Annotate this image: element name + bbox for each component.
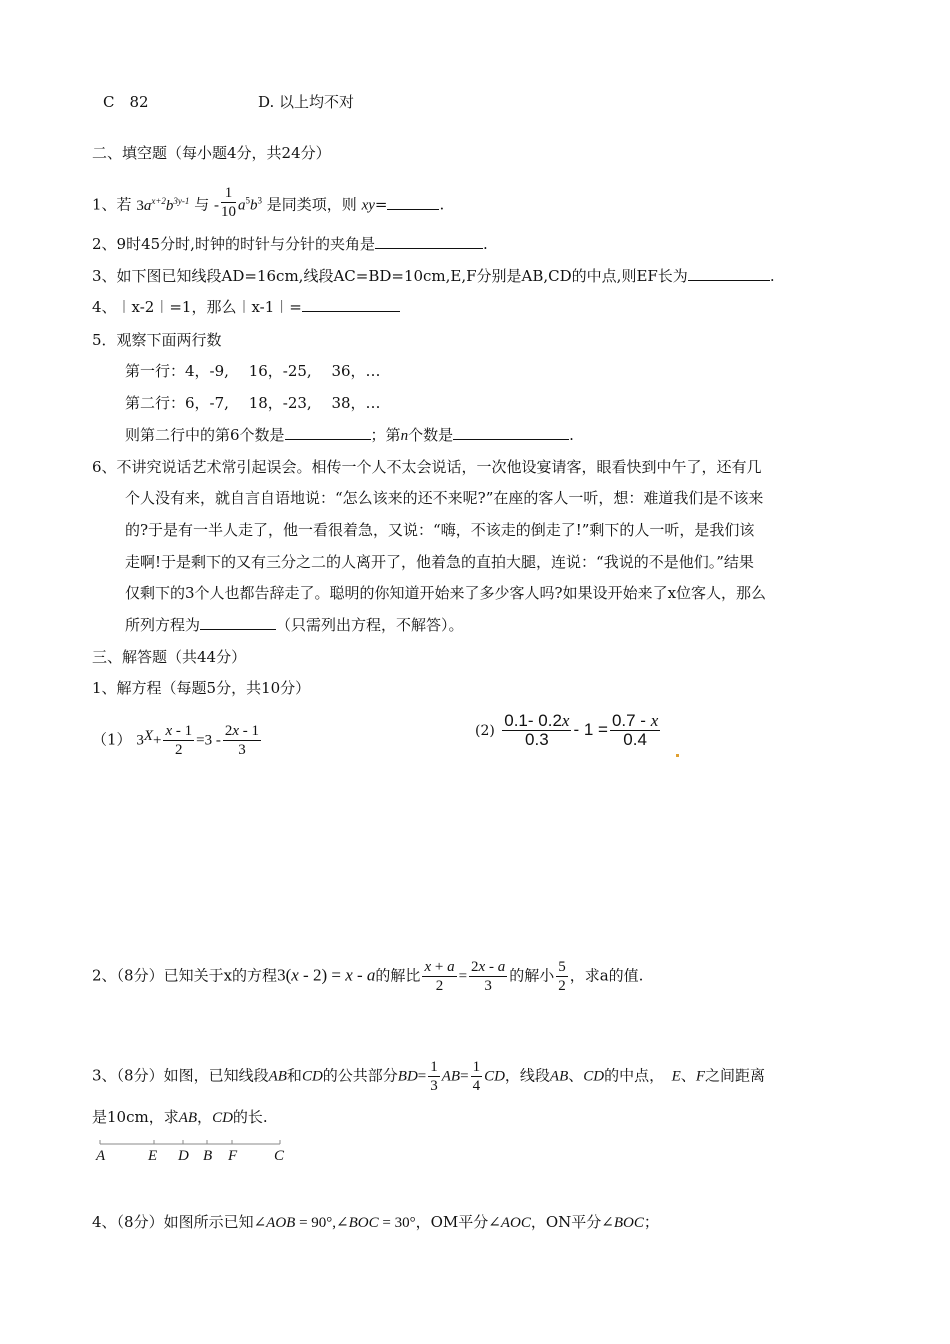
- q3-line2-c: 的长.: [232, 1108, 268, 1126]
- q4-a: 4、（8分）如图所示已知: [92, 1213, 254, 1231]
- q2-b: 的解比: [375, 966, 421, 985]
- solve-q3-line-1: 3、（8分）如图，已知线段AB和CD的公共部分BD= $\frac{1}{3}$ AB= $\frac{1}{4}$ CD，线段AB、CD的中点， E、F之间距离: [92, 1059, 765, 1094]
- q6-line-3: 的?于是有一半人走了，他一看很着急，又说：“嗨，不该走的倒走了!”剩下的人一听，是我们该: [125, 521, 755, 539]
- stray-dot: [676, 754, 679, 757]
- q4-text: 4、︱x-2︱=1，那么︱x-1︱=: [92, 298, 302, 316]
- option-d: D. 以上均不对: [258, 93, 355, 111]
- q4-blank[interactable]: [302, 297, 400, 312]
- solve-q3-line-2: 是10cm，求AB，CD的长.: [92, 1108, 268, 1126]
- eq1-label: （1）: [92, 730, 132, 749]
- q2-a: 2、（8分）已知关于x的方程: [92, 966, 278, 985]
- q1-var: xy: [361, 197, 375, 214]
- q1-pre: 1、若: [92, 195, 132, 214]
- label-b: B: [203, 1148, 213, 1164]
- q3-b: 和: [286, 1066, 302, 1085]
- fill-q2: 2、9时45分时,时钟的时针与分针的夹角是 .: [92, 235, 488, 253]
- q3-f: 的中点，: [604, 1066, 672, 1085]
- q4-d: ；: [643, 1213, 659, 1231]
- section-3-title: 三、解答题（共44分）: [92, 648, 247, 666]
- q6-line-5: 仅剩下的3个人也都告辞走了。聪明的你知道开始来了多少客人吗?如果设开始来了x位客人，那么: [125, 584, 767, 602]
- q3-text: 3、如下图已知线段AD=16cm,线段AC=BD=10cm,E,F分别是AB,CD的中点,则EF长为: [92, 267, 688, 285]
- q6-line-6: [125, 615, 464, 635]
- q3-e: 、: [568, 1066, 584, 1085]
- option-c: C 82: [103, 93, 149, 111]
- q5-n: n: [400, 428, 409, 444]
- label-c: C: [274, 1148, 285, 1164]
- q3-line2-a: 是10cm，求: [92, 1108, 179, 1126]
- q3-d: ，线段: [504, 1066, 550, 1085]
- fill-q1: 1、若 $3a^{x+2}b^{3y-1}$ 与 - $\frac{1}{10}$ $a^5b^3$ 是同类项，则 xy= .: [92, 185, 445, 220]
- eq2-label: (2): [475, 723, 495, 739]
- q5-row1: 第一行：4，-9, 16，-25, 36，…: [125, 362, 381, 380]
- q3-c: 的公共部分: [322, 1066, 398, 1085]
- fill-q4: [92, 297, 400, 317]
- q6-last-a: 所列方程为: [125, 616, 201, 634]
- q5-blank-2[interactable]: [453, 425, 569, 440]
- equation-1: （1） 3X+ $\frac{x - 1}{2}$ =3 - $\frac{2x - 1}{3}$: [92, 723, 260, 758]
- q1-blank[interactable]: [387, 195, 439, 210]
- q5-ask-c: 个数是: [408, 426, 454, 444]
- q2-blank[interactable]: [375, 234, 483, 249]
- solve-q2: 2、（8分）已知关于x的方程3(x - 2) = x - a的解比 $\frac{x + a}{2}$ = $\frac{2x - a}{3}$ 的解小 $\frac{5}{2}$ ，求a的值.: [92, 959, 644, 994]
- q5-ask-a: 则第二行中的第6个数是: [125, 426, 285, 444]
- q1-term1: $3a^{x+2}b^{3y-1}$: [136, 195, 190, 214]
- section-2-title: 二、填空题（每小题4分，共24分）: [92, 144, 331, 162]
- fill-q3: 3、如下图已知线段AD=16cm,线段AC=BD=10cm,E,F分别是AB,CD的中点,则EF长为 .: [92, 267, 775, 285]
- q5-ask: 则第二行中的第6个数是 ；第n个数是 .: [125, 426, 574, 444]
- equation-2: (2) $\frac{0.1- 0.2x}{0.3}$ - 1 = $\frac{0.7 - x}{0.4}$: [475, 711, 659, 749]
- q3-g: 、: [680, 1066, 696, 1085]
- q1-post: 是同类项，则: [266, 195, 357, 214]
- label-e: E: [148, 1148, 158, 1164]
- q1-equals: =: [374, 195, 388, 214]
- q3-a: 3、（8分）如图，已知线段: [92, 1066, 269, 1085]
- q6-line-4: 走啊!于是剩下的又有三分之二的人离开了，他着急的直拍大腿，连说：“我说的不是他们。”结果: [125, 553, 754, 571]
- q2-c: 的解小: [509, 966, 555, 985]
- q4-c: ，ON平分: [530, 1213, 602, 1231]
- solve-q1-title: 1、解方程（每题5分，共10分）: [92, 679, 311, 697]
- solve-q4: 4、（8分）如图所示已知∠AOB = 90°,∠BOC = 30°，OM平分∠AOC，ON平分∠BOC；: [92, 1213, 659, 1231]
- q6-blank[interactable]: [200, 615, 276, 630]
- q3-h: 之间距离: [704, 1066, 765, 1085]
- label-d: D: [178, 1148, 189, 1164]
- q6-line-1: 6、不讲究说话艺术常引起误会。相传一个人不太会说话，一次他设宴请客，眼看快到中午了，还有几: [92, 458, 762, 476]
- q5-ask-b: ；第: [370, 426, 401, 444]
- q2-text: 2、9时45分时,时钟的时针与分针的夹角是: [92, 235, 375, 253]
- q6-last-b: （只需列出方程，不解答）。: [276, 616, 464, 634]
- q3-line2-b: ，: [197, 1108, 213, 1126]
- label-f: F: [228, 1148, 238, 1164]
- q3-blank[interactable]: [688, 266, 770, 281]
- q5-blank-1[interactable]: [285, 425, 371, 440]
- fill-q5-title: 5．观察下面两行数: [92, 331, 222, 349]
- q5-row2: 第二行：6，-7, 18，-23, 38，…: [125, 394, 381, 412]
- label-a: A: [96, 1148, 106, 1164]
- q4-b: ，OM平分: [415, 1213, 489, 1231]
- q2-d: ，求a的值.: [569, 966, 644, 985]
- q1-mid: 与: [194, 195, 210, 214]
- segment-figure: [95, 1138, 295, 1150]
- q6-line-2: 个人没有来，就自言自语地说：“怎么该来的还不来呢?”在座的客人一听，想：难道我们是不该来: [125, 489, 764, 507]
